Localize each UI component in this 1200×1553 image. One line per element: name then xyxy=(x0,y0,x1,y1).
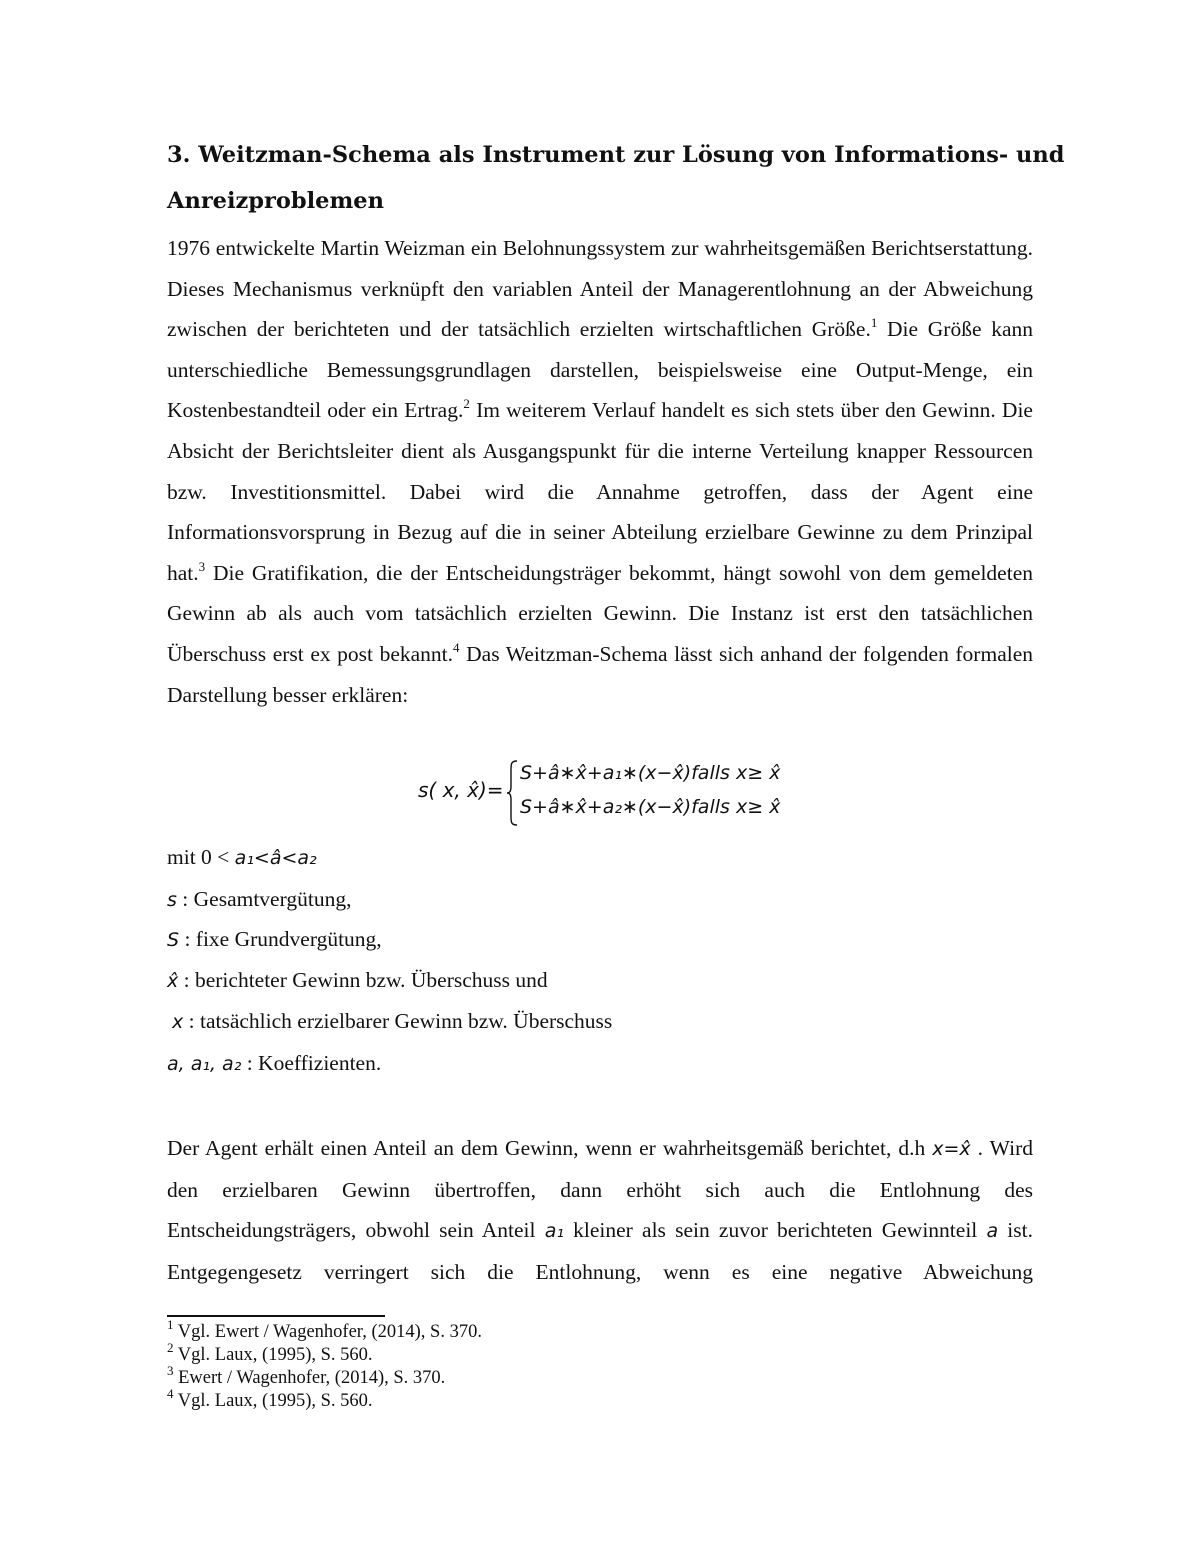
weitzman-formula xyxy=(418,758,818,830)
paragraph-agent xyxy=(167,1128,1033,1292)
paragraph-text: Der Agent erhält einen Anteil an dem Gewinn, wenn er wahrheitsgemäß berichtet, d.h xyxy=(167,1136,933,1160)
formula-lhs: s( x, x̂)= xyxy=(418,778,504,802)
footnote-1 xyxy=(167,1316,482,1343)
paragraph-text: kleiner als sein zuvor berichteten Gewinnteil xyxy=(563,1218,987,1243)
footnote-ref-2[interactable]: 2 xyxy=(463,396,470,412)
paragraph-text: ist. Entgegengesetz verringert sich die Entlohnung, wenn es eine negative Abweichung xyxy=(167,1218,1033,1284)
paragraph-text: Die Größe kann unterschiedliche Bemessungsgrundlagen darstellen, beispielsweise eine Output-Menge, ein Kostenbestandteil oder ein Ertrag. xyxy=(167,317,1033,423)
footnote-text: Vgl. Laux, (1995), S. 560. xyxy=(173,1391,373,1411)
definition-text: : fixe Grundvergütung, xyxy=(179,927,382,951)
definition-text: : tatsächlich erzielbarer Gewinn bzw. Überschuss xyxy=(183,1009,613,1033)
footnote-number: 3 xyxy=(167,1362,174,1378)
symbol-s: s xyxy=(167,889,177,911)
inline-math: a xyxy=(986,1220,999,1243)
footnote-number: 2 xyxy=(167,1339,174,1355)
footnote-text: Ewert / Wagenhofer, (2014), S. 370. xyxy=(173,1368,446,1388)
footnote-4 xyxy=(167,1385,373,1412)
footnote-text: Vgl. Laux, (1995), S. 560. xyxy=(173,1345,373,1365)
definition-S xyxy=(167,927,382,952)
definition-s xyxy=(167,887,351,912)
footnote-separator xyxy=(167,1315,385,1317)
section-heading-line-1: 3. Weitzman-Schema als Instrument zur Lösung von Informations- und xyxy=(167,142,1065,168)
definition-condition xyxy=(167,845,317,870)
inline-math: a₁ xyxy=(544,1220,564,1243)
footnote-2 xyxy=(167,1339,373,1366)
footnote-ref-3[interactable]: 3 xyxy=(198,558,206,574)
definition-xhat xyxy=(167,968,548,993)
paragraph-intro xyxy=(167,228,1033,715)
paragraph-text: . Wird den erzielbaren Gewinn übertroffen, dann erhöht sich auch die Entlohnung des Entscheidungsträgers, obwohl sein Anteil xyxy=(167,1136,1033,1243)
symbol-S: S xyxy=(167,929,180,951)
footnote-ref-4[interactable]: 4 xyxy=(453,639,460,655)
section-heading-line-2: Anreizproblemen xyxy=(167,188,384,214)
definition-text: : berichteter Gewinn bzw. Überschuss und xyxy=(178,968,548,992)
footnote-text: Vgl. Ewert / Wagenhofer, (2014), S. 370. xyxy=(173,1322,482,1342)
condition-math: a₁<â<a₂ xyxy=(234,847,317,869)
definition-text: : Koeffizienten. xyxy=(241,1051,382,1075)
paragraph-text: Die Gratifikation, die der Entscheidungsträger bekommt, hängt sowohl von dem gemeldeten Gewinn ab als auch vom tatsächlich erzielten Gewinn. Die Instanz ist erst den tatsächlichen Überschuss erst ex post bekannt. xyxy=(167,560,1033,666)
definition-x xyxy=(172,1009,612,1034)
footnote-ref-1[interactable]: 1 xyxy=(870,315,878,331)
symbol-x: x xyxy=(172,1011,184,1033)
formula-case-1: S+â∗x̂+a₁∗(x−x̂)falls x≥ x̂ xyxy=(520,762,781,784)
condition-prefix: mit 0 < xyxy=(167,845,235,869)
paragraph-text: Das Weitzman-Schema lässt sich anhand der folgenden formalen Darstellung besser erklären: xyxy=(167,641,1034,707)
definition-coefficients xyxy=(167,1051,381,1076)
formula-case-2: S+â∗x̂+a₂∗(x−x̂)falls x≥ x̂ xyxy=(520,796,781,818)
definition-text: : Gesamtvergütung, xyxy=(176,887,352,911)
inline-math: x=x̂ xyxy=(932,1138,971,1160)
paragraph-text: 1976 entwickelte Martin Weizman ein Belohnungssystem zur wahrheitsgemäßen Berichtserstattung. Dieses Mechanismus verknüpft den variablen Anteil der Managerentlohnung an der Abweichung zwischen der berichteten und der tatsächlich erzielten wirtschaftlichen Größe. xyxy=(167,236,1033,342)
symbol-coefficients: a, a₁, a₂ xyxy=(167,1053,242,1075)
symbol-xhat: x̂ xyxy=(167,970,179,992)
footnote-3 xyxy=(167,1362,446,1389)
paragraph-text: Im weiterem Verlauf handelt es sich stets über den Gewinn. Die Absicht der Berichtsleiter dient als Ausgangspunkt für die interne Verteilung knapper Ressourcen bzw. Investitionsmittel. Dabei wird die Annahme getroffen, dass der Agent eine Informationsvorsprung in Bezug auf die in seiner Abteilung erzielbare Gewinne zu dem Prinzipal hat. xyxy=(167,398,1033,585)
footnote-number: 1 xyxy=(167,1316,174,1332)
curly-brace-icon xyxy=(506,760,518,826)
footnote-number: 4 xyxy=(167,1385,174,1401)
